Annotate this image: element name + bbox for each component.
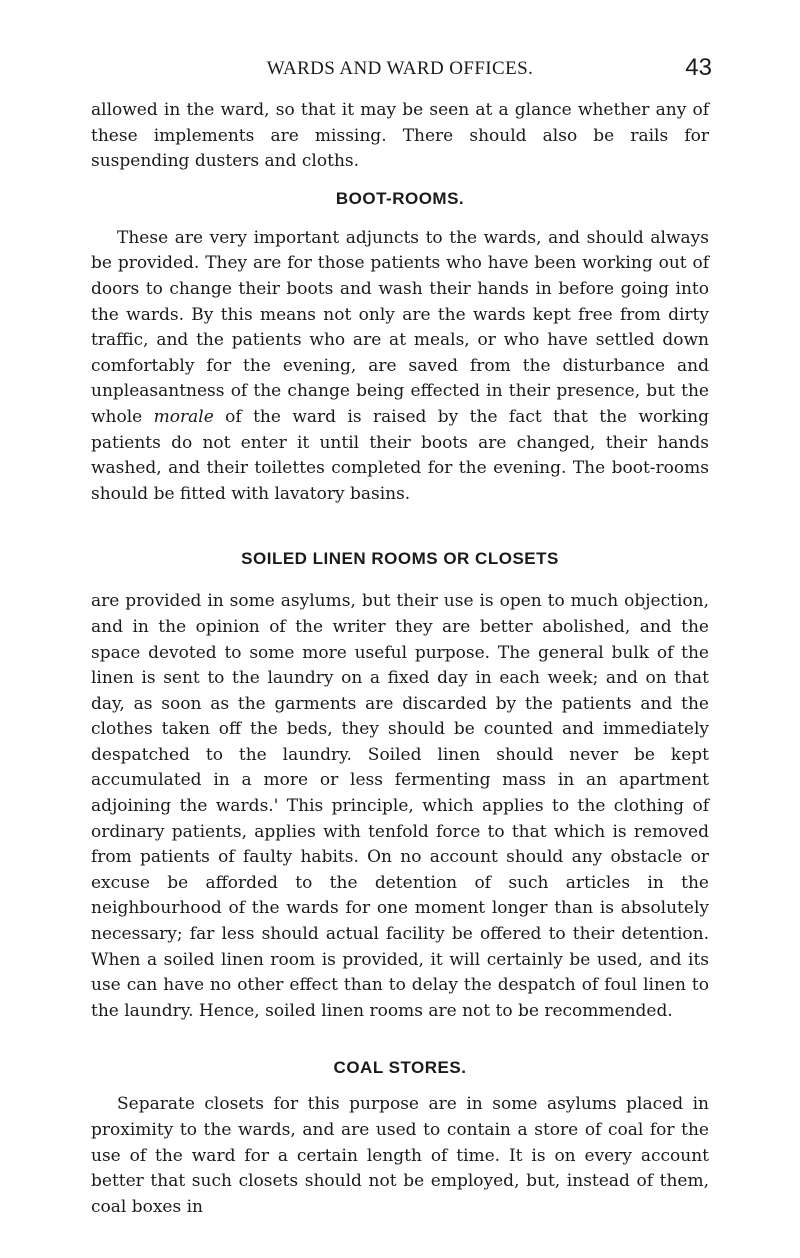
paragraph-continuation: allowed in the ward, so that it may be seen at a glance whether any of these implements are missing. There should also be rails for suspending dusters and cloths. — [91, 100, 709, 172]
italic-morale: morale — [153, 406, 214, 427]
heading-soiled-linen-rooms: SOILED LINEN ROOMS OR CLOSETS — [241, 549, 559, 569]
body-text — [91, 98, 709, 1220]
heading-coal-stores: COAL STORES. — [333, 1058, 467, 1078]
running-title: WARDS AND WARD OFFICES. — [266, 58, 534, 79]
paragraph-boot-rooms-part-1: These are very important adjuncts to the wards, and should always be provided. They are for those patients who have been working out of doors to change their boots and wash their hands in before going into the wards. By this means not only are the wards kept free from dirty traffic, and the patients who are at meals, or who have settled down comfortably for the evening, are saved from the disturbance and unpleasantness of the change being effected in their presence, but the whole — [91, 227, 709, 427]
running-head — [0, 54, 800, 86]
paragraph-coal-stores: Separate closets for this purpose are in some asylums placed in proximity to the wards, and are used to contain a store of coal for the use of the ward for a certain length of time. It is on every account better that such closets should not be employed, but, instead of them, coal boxes in — [91, 1094, 709, 1217]
paragraph-soiled-linen: are provided in some asylums, but their use is open to much objection, and in the opinion of the writer they are better abolished, and the space devoted to some more useful purpose. The general bulk of the linen is sent to the laundry on a fixed day in each week; and on that day, as soon as the garments are discarded by the patients and the clothes taken off the beds, they should be counted and immediately despatched to the laundry. Soiled linen should never be kept accumulated in a more or less fermenting mass in an apartment adjoining the wards.' This principle, which applies to the clothing of ordinary patients, applies with tenfold force to that which is removed from patients of faulty habits. On no account should any obstacle or excuse be afforded to the detention of such articles in the neighbourhood of the wards for one moment longer than is absolutely necessary; far less should actual facility be offered to their detention. When a soiled linen room is provided, it will certainly be used, and its use can have no other effect than to delay the despatch of foul linen to the laundry. Hence, soiled linen rooms are not to be recommended. — [91, 591, 709, 1021]
paragraph-boot-rooms — [91, 226, 709, 508]
paragraph-boot-rooms-part-2: of the ward is raised by the fact that the working patients do not enter it until their boots are changed, their hands washed, and their toilettes completed for the evening. The boot-rooms should be fitted with lavatory basins. — [91, 406, 709, 504]
heading-boot-rooms: BOOT-ROOMS. — [335, 188, 465, 208]
page-number: 43 — [685, 54, 712, 81]
